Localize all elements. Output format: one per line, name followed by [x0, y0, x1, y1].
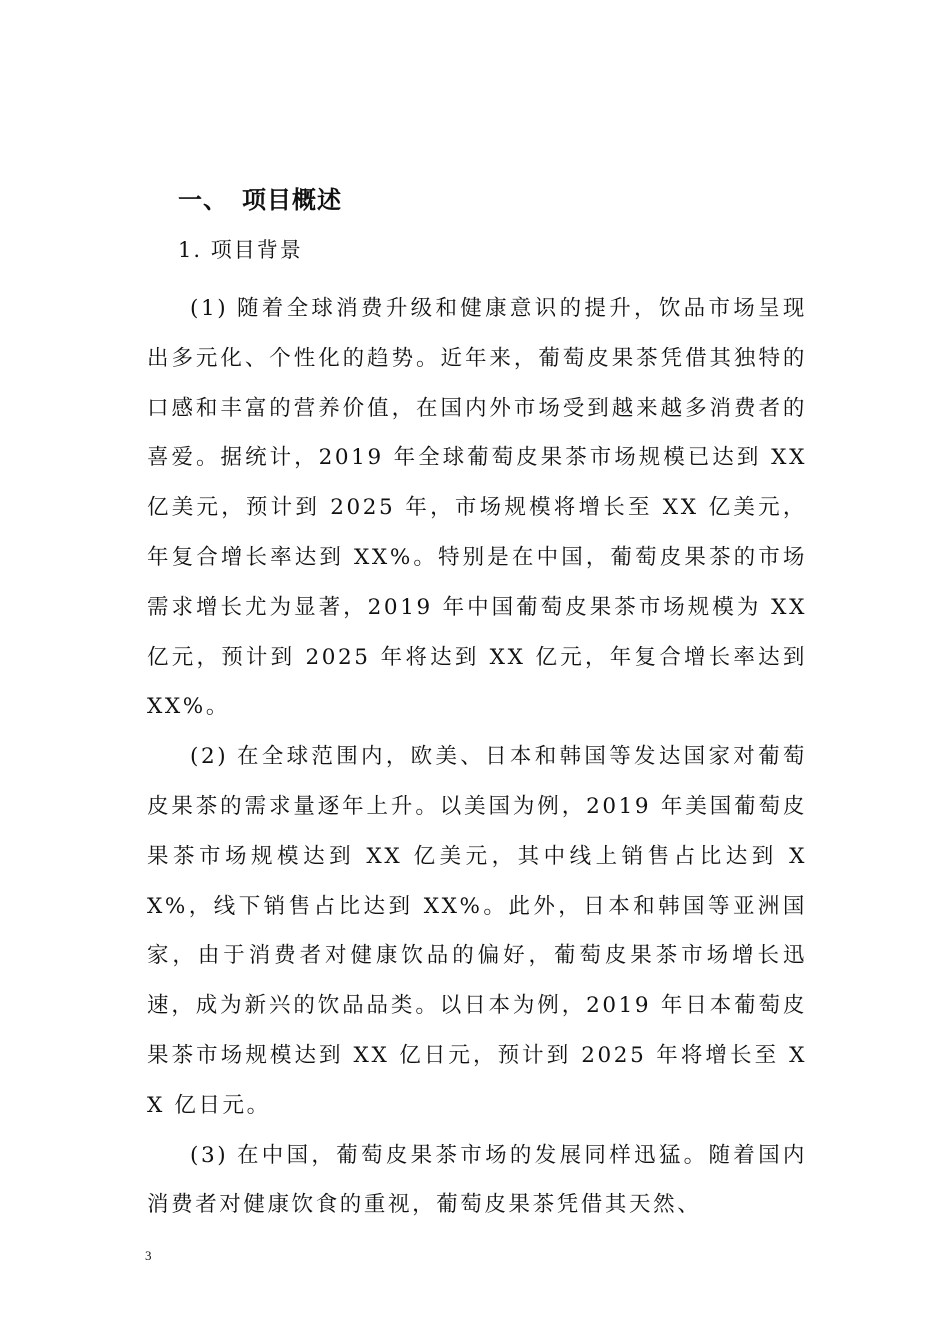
paragraph-3	[147, 1131, 807, 1231]
section-title: 项目概述	[242, 186, 342, 214]
paragraph-2	[147, 732, 807, 1130]
paragraph-number: (1)	[190, 296, 229, 321]
subsection-heading: 1. 项目背景	[178, 238, 303, 262]
paragraph-text: 在中国，葡萄皮果茶市场的发展同样迅猛。随着国内消费者对健康饮食的重视，葡萄皮果茶凭借其天然、	[147, 1142, 807, 1218]
paragraph-text: 随着全球消费升级和健康意识的提升，饮品市场呈现出多元化、个性化的趋势。近年来，葡萄皮果茶凭借其独特的口感和丰富的营养价值，在国内外市场受到越来越多消费者的喜爱。据统计，2019 年全球葡萄皮果茶市场规模已达到 XX 亿美元，预计到 2025 年，市场规模将增长至 XX 亿美元，年复合增长率达到 XX%。特别是在中国，葡萄皮果茶的市场需求增长尤为显著，2019 年中国葡萄皮果茶市场规模为 XX 亿元，预计到 2025 年将达到 XX 亿元，年复合增长率达到 XX%。	[147, 296, 807, 720]
paragraph-number: (3)	[190, 1142, 229, 1168]
paragraph-number: (2)	[190, 744, 229, 770]
page-number: 3	[145, 1248, 152, 1263]
section-heading	[178, 182, 342, 218]
paragraph-text: 在全球范围内，欧美、日本和韩国等发达国家对葡萄皮果茶的需求量逐年上升。以美国为例，2019 年美国葡萄皮果茶市场规模达到 XX 亿美元，其中线上销售占比达到 XX%，线下销售占比达到 XX%。此外，日本和韩国等亚洲国家，由于消费者对健康饮品的偏好，葡萄皮果茶市场增长迅速，成为新兴的饮品品类。以日本为例，2019 年日本葡萄皮果茶市场规模达到 XX 亿日元，预计到 2025 年将增长至 XX 亿日元。	[147, 744, 807, 1118]
paragraph-1	[147, 284, 807, 732]
body-text	[147, 284, 807, 1230]
section-number: 一、	[178, 186, 228, 214]
